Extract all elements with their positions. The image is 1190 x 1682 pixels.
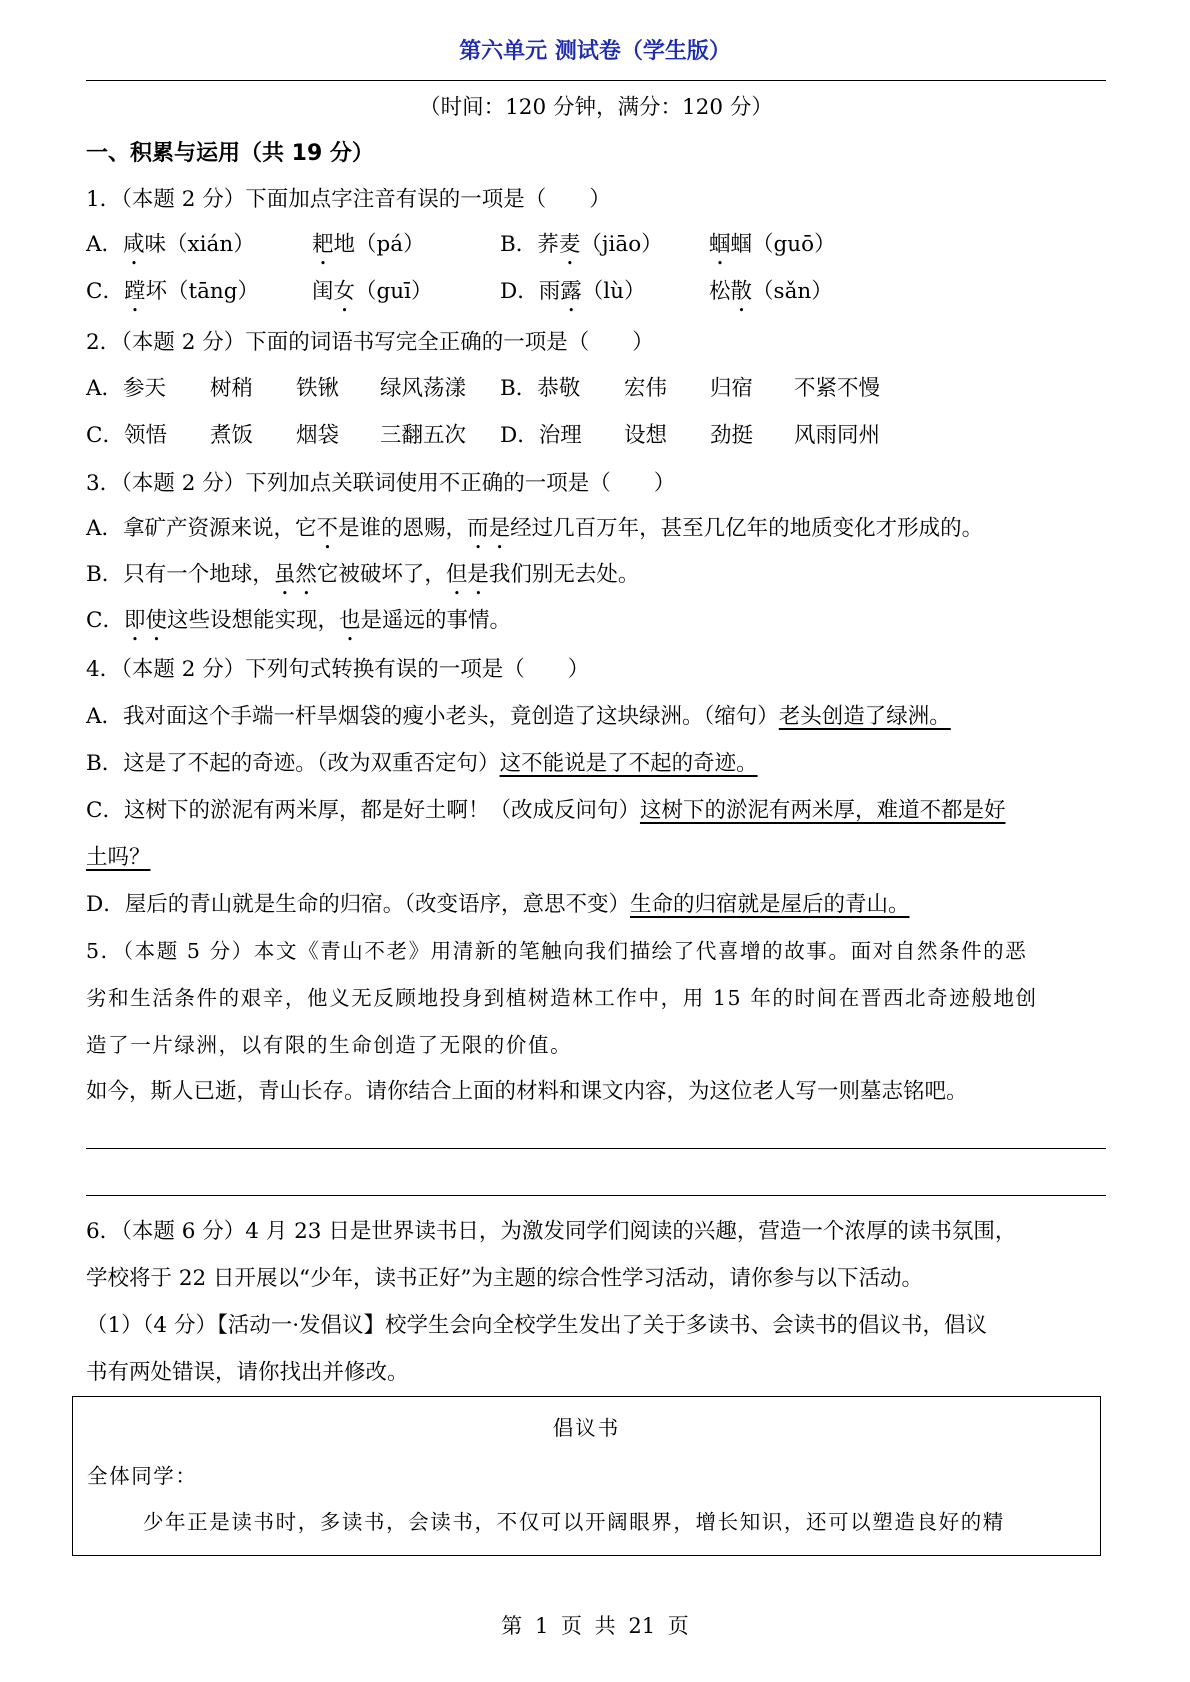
q1-option-d-2: 松散（sǎn）: [709, 279, 833, 304]
q2-option-b-word-1: B．恭敬: [500, 376, 581, 401]
q3-option-c: C．即使这些设想能实现，也是遥远的事情。: [86, 608, 512, 633]
section-heading: 一、积累与运用（共 19 分）: [86, 141, 374, 166]
proposal-box: [72, 1396, 1101, 1556]
q1-stem: 1．（本题 2 分）下面加点字注音有误的一项是（ ）: [86, 187, 611, 212]
page-title: 第六单元 测试卷（学生版）: [459, 39, 731, 64]
q2-option-b-word-4: 不紧不慢: [794, 376, 881, 401]
q1-option-c-2: 闺女（guī）: [312, 279, 433, 304]
q6-text-line-2: 学校将于 22 日开展以“少年，读书正好”为主题的综合性学习活动，请你参与以下活动。: [86, 1266, 924, 1291]
q5-text-line-1: 5．（本题 5 分）本文《青山不老》用清新的笔触向我们描绘了代喜增的故事。面对自然条件的恶: [86, 939, 1028, 963]
proposal-greeting: 全体同学：: [87, 1464, 198, 1488]
q1-option-b-2: 蝈蝈（guō）: [709, 232, 836, 257]
q2-stem: 2．（本题 2 分）下面的词语书写完全正确的一项是（ ）: [86, 330, 654, 355]
q6-text-line-1: 6．（本题 6 分）4 月 23 日是世界读书日，为激发同学们阅读的兴趣，营造一个浓厚的读书氛围，: [86, 1219, 1017, 1244]
q2-option-d-word-2: 设想: [624, 423, 668, 448]
q3-option-a: A．拿矿产资源来说，它不是谁的恩赐，而是经过几百万年，甚至几亿年的地质变化才形成的。: [86, 516, 984, 541]
q6-sub1-line-1: （1）（4 分）【活动一·发倡议】校学生会向全校学生发出了关于多读书、会读书的倡议书，倡议: [86, 1313, 988, 1338]
proposal-title: 倡议书: [552, 1416, 621, 1440]
q2-option-d-word-1: D．治理: [500, 423, 582, 448]
page-number: 第 1 页 共 21 页: [501, 1614, 689, 1638]
exam-info: （时间：120 分钟，满分：120 分）: [419, 95, 773, 120]
q4-option-d: D．屋后的青山就是生命的归宿。（改变语序，意思不变）生命的归宿就是屋后的青山。: [86, 892, 910, 917]
q4-option-a: A．我对面这个手端一杆旱烟袋的瘦小老头，竟创造了这块绿洲。（缩句）老头创造了绿洲。: [86, 704, 951, 729]
q3-stem: 3．（本题 2 分）下列加点关联词使用不正确的一项是（ ）: [86, 471, 676, 496]
q1-option-d: D．雨露（lù）: [500, 279, 646, 304]
q2-option-d-word-4: 风雨同州: [794, 423, 881, 448]
q2-option-a-word-4: 绿风荡漾: [380, 376, 467, 401]
q2-option-c-word-3: 烟袋: [296, 423, 340, 448]
answer-line-2[interactable]: [86, 1195, 1106, 1196]
q4-option-c: C．这树下的淤泥有两米厚，都是好土啊！（改成反问句）这树下的淤泥有两米厚，难道不都是好: [86, 798, 1006, 823]
q5-text-line-2: 劣和生活条件的艰辛，他义无反顾地投身到植树造林工作中，用 15 年的时间在晋西北奇迹般地创: [86, 986, 1038, 1010]
proposal-body: 少年正是读书时，多读书，会读书，不仅可以开阔眼界，增长知识，还可以塑造良好的精: [143, 1510, 1005, 1534]
q2-option-c-word-1: C．领悟: [86, 423, 167, 448]
q1-option-a: A．咸味（xián）: [86, 232, 255, 257]
q2-option-c-word-2: 煮饭: [210, 423, 254, 448]
q2-option-d-word-3: 劲挺: [710, 423, 754, 448]
q2-option-a-word-3: 铁锹: [296, 376, 340, 401]
header-rule: [86, 80, 1106, 81]
q6-sub1-line-2: 书有两处错误，请你找出并修改。: [86, 1360, 409, 1385]
q2-option-b-word-3: 归宿: [710, 376, 754, 401]
q1-option-b: B．荞麦（jiāo）: [500, 232, 663, 257]
q2-option-a-word-1: A．参天: [86, 376, 167, 401]
q1-option-c: C．蹚坏（tāng）: [86, 279, 260, 304]
q5-text-line-3: 造了一片绿洲，以有限的生命创造了无限的价值。: [86, 1033, 573, 1057]
answer-line-1[interactable]: [86, 1148, 1106, 1149]
q3-option-b: B．只有一个地球，虽然它被破坏了，但是我们别无去处。: [86, 562, 640, 587]
q2-option-b-word-2: 宏伟: [624, 376, 668, 401]
q4-option-c-continued: 土吗？: [86, 845, 151, 870]
q5-prompt: 如今，斯人已逝，青山长存。请你结合上面的材料和课文内容，为这位老人写一则墓志铭吧。: [86, 1079, 968, 1104]
q2-option-c-word-4: 三翻五次: [380, 423, 467, 448]
q1-option-a-2: 耙地（pá）: [312, 232, 425, 257]
q4-option-b: B．这是了不起的奇迹。（改为双重否定句）这不能说是了不起的奇迹。: [86, 751, 758, 776]
q4-stem: 4．（本题 2 分）下列句式转换有误的一项是（ ）: [86, 657, 590, 682]
q2-option-a-word-2: 树稍: [210, 376, 254, 401]
